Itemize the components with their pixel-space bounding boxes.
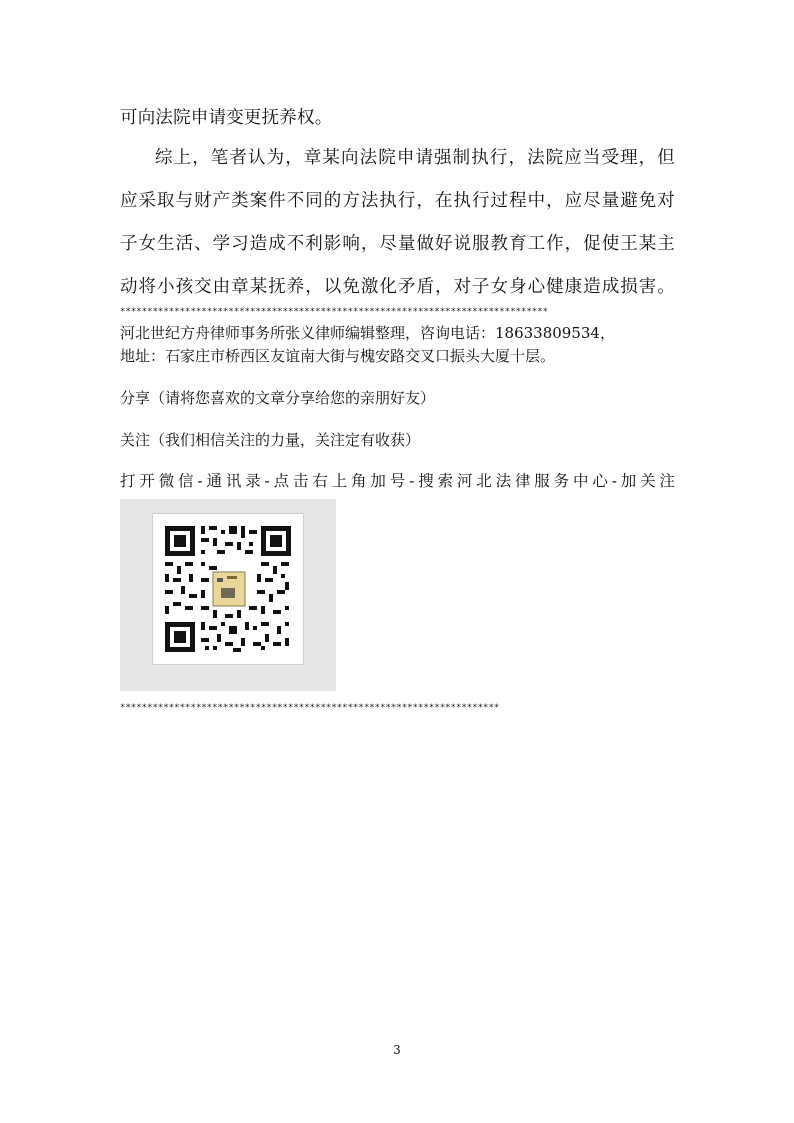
qr-code-frame: [120, 499, 336, 691]
paragraph-line-5: 动将小孩交由章某抚养，以免激化矛盾，对子女身心健康造成损害。: [120, 277, 675, 297]
paragraph-line-3: 应采取与财产类案件不同的方法执行，在执行过程中，应尽量避免对: [120, 191, 675, 211]
wechat-instructions: 打开微信-通讯录-点击右上角加号-搜索河北法律服务中心-加关注: [120, 472, 675, 490]
contact-line: 河北世纪方舟律师事务所张义律师编辑整理，咨询电话：18633809534，: [120, 324, 615, 342]
paragraph-line-1: 可向法院申请变更抚养权。: [120, 108, 333, 128]
paragraph-line-4: 子女生活、学习造成不利影响，尽量做好说服教育工作，促使王某主: [120, 234, 675, 254]
address-line: 地址：石家庄市桥西区友谊南大街与槐安路交叉口振头大厦十层。: [120, 347, 556, 365]
separator-bottom: **********************************************************************: [120, 703, 500, 713]
page-number: 3: [393, 1043, 401, 1057]
follow-text: 关注（我们相信关注的力量，关注定有收获）: [120, 431, 421, 449]
qr-code-card: [152, 513, 304, 665]
paragraph-line-2: 综上，笔者认为，章某向法院申请强制执行，法院应当受理，但: [155, 148, 675, 168]
qr-code-icon: [161, 522, 295, 656]
separator-top: *******************************************************************************: [120, 307, 549, 317]
share-text: 分享（请将您喜欢的文章分享给您的亲朋好友）: [120, 389, 436, 407]
